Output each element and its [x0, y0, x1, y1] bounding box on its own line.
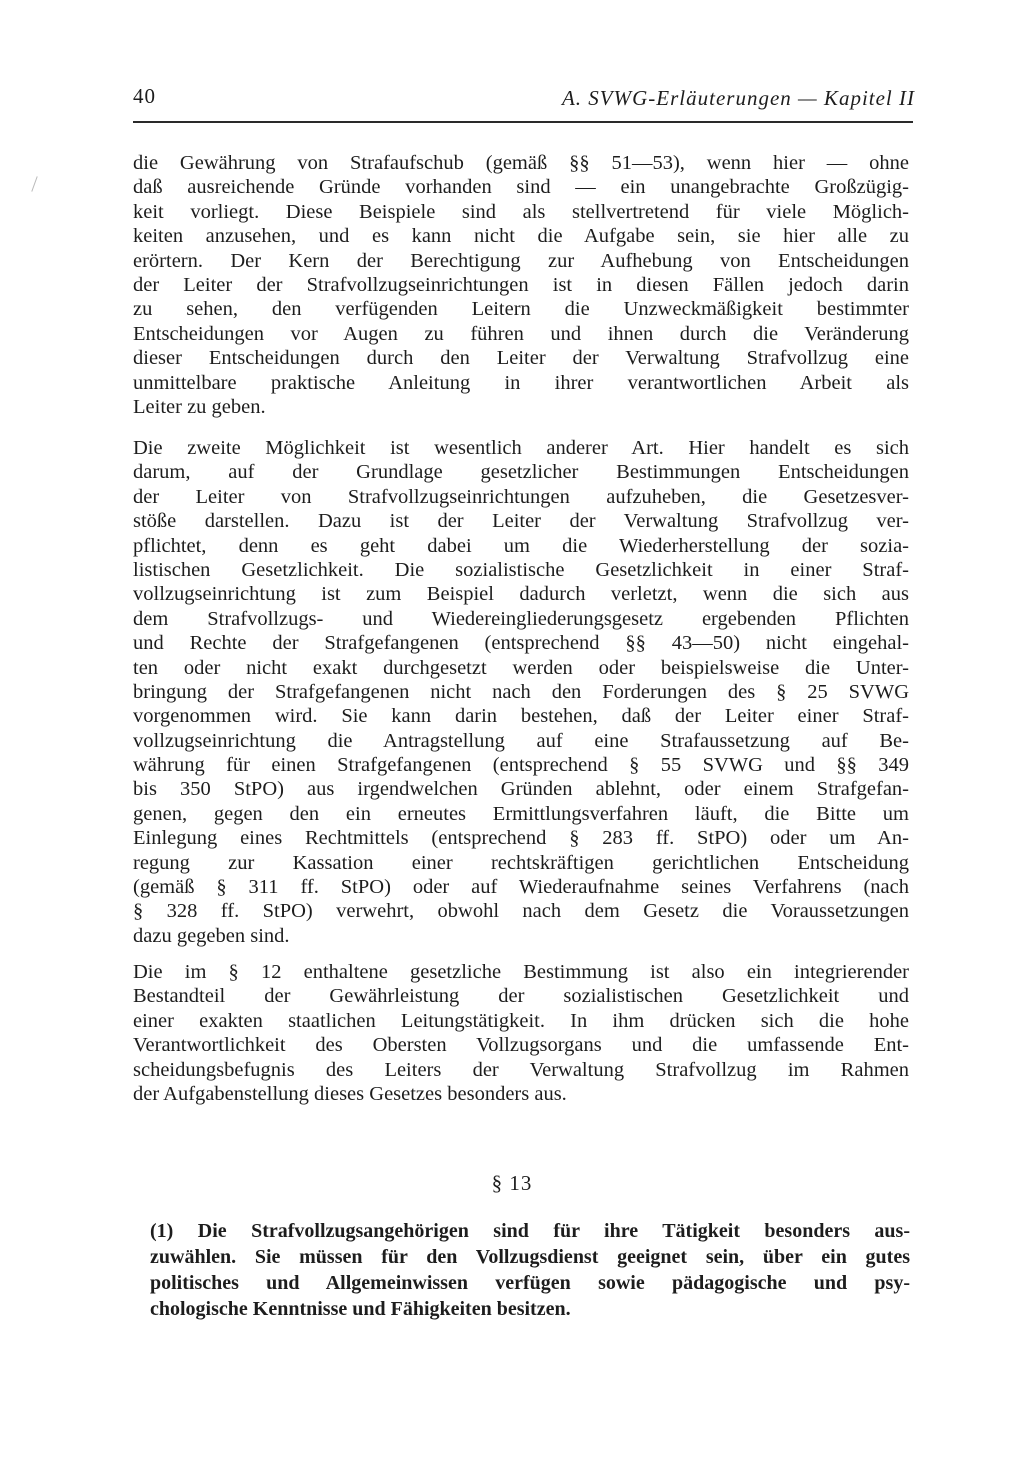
text-line: darum, auf der Grundlage gesetzlicher Bestimmungen Entscheidungen [133, 461, 909, 484]
running-head: A. SVWG-Erläuterungen — Kapitel II [561, 86, 915, 110]
text-line: keit vorliegt. Diese Beispiele sind als stellvertretend für viele Möglich- [133, 200, 909, 223]
text-line: bis 350 StPO) aus irgendwelchen Gründen ablehnt, oder einem Strafgefan- [133, 778, 909, 801]
paragraph-3 [133, 960, 909, 1106]
paragraph-1 [133, 151, 909, 419]
text-line: Entscheidungen vor Augen zu führen und ihnen durch die Veränderung [133, 322, 909, 345]
text-line: Die im § 12 enthaltene gesetzliche Bestimmung ist also ein integrierender [133, 961, 909, 983]
paragraph-2 [133, 436, 909, 948]
text-line: scheidungsbefugnis des Leiters der Verwaltung Strafvollzug im Rahmen [133, 1058, 909, 1081]
text-line: zu sehen, den verfügenden Leitern die Unzweckmäßigkeit bestimmter [133, 298, 909, 321]
text-line: dieser Entscheidungen durch den Leiter der Verwaltung Strafvollzug eine [133, 347, 909, 370]
text-line: Einlegung eines Rechtmittels (entsprechend § 283 ff. StPO) oder um An- [133, 827, 909, 850]
page-header [133, 84, 915, 120]
page-number: 40 [133, 84, 156, 108]
text-line: erörtern. Der Kern der Berechtigung zur Aufhebung von Entscheidungen [133, 249, 909, 272]
text-line: keiten anzusehen, und es kann nicht die Aufgabe sein, sie hier alle zu [133, 225, 909, 248]
text-line: bringung der Strafgefangenen nicht nach den Forderungen des § 25 SVWG [133, 680, 909, 703]
text-line: vorgenommen wird. Sie kann darin bestehen, daß der Leiter einer Straf- [133, 705, 909, 728]
section-heading: § 13 [491, 1171, 533, 1195]
text-line: stöße darstellen. Dazu ist der Leiter der Verwaltung Strafvollzug ver- [133, 510, 909, 533]
text-line: und Rechte der Strafgefangenen (entsprechend §§ 43—50) nicht eingehal- [133, 632, 909, 655]
text-line: währung für einen Strafgefangenen (entsprechend § 55 SVWG und §§ 349 [133, 754, 909, 777]
text-line: dazu gegeben sind. [133, 924, 290, 947]
text-line: regung zur Kassation einer rechtskräftigen gerichtlichen Entscheidung [133, 851, 909, 874]
text-line: Leiter zu geben. [133, 395, 266, 418]
text-line: der Leiter von Strafvollzugseinrichtungen aufzuheben, die Gesetzesver- [133, 485, 909, 508]
text-line: die Gewährung von Strafaufschub (gemäß §§ 51—53), wenn hier — ohne [133, 152, 909, 174]
text-line: vollzugseinrichtung die Antragstellung auf eine Strafaussetzung auf Be- [133, 729, 909, 752]
text-line: daß ausreichende Gründe vorhanden sind — ein unangebrachte Großzügig- [133, 176, 909, 199]
text-line: vollzugseinrichtung ist zum Beispiel dadurch verletzt, wenn die sich aus [133, 583, 909, 606]
text-line: politisches und Allgemeinwissen verfügen sowie pädagogische und psy- [150, 1272, 910, 1294]
text-line: Die zweite Möglichkeit ist wesentlich anderer Art. Hier handelt es sich [133, 437, 909, 459]
text-line: einer exakten staatlichen Leitungstätigkeit. In ihm drücken sich die hohe [133, 1009, 909, 1032]
text-line: § 328 ff. StPO) verwehrt, obwohl nach dem Gesetz die Voraussetzungen [133, 900, 909, 923]
text-line: der Aufgabenstellung dieses Gesetzes besonders aus. [133, 1082, 567, 1105]
text-line: listischen Gesetzlichkeit. Die sozialistische Gesetzlichkeit in einer Straf- [133, 558, 909, 581]
text-line: zuwählen. Sie müssen für den Vollzugsdienst geeignet sein, über ein gutes [150, 1246, 910, 1268]
paper-speck [31, 176, 37, 191]
text-line: unmittelbare praktische Anleitung in ihrer verantwortlichen Arbeit als [133, 371, 909, 394]
text-line: genen, gegen den ein erneutes Ermittlungsverfahren läuft, die Bitte um [133, 802, 909, 825]
text-line: dem Strafvollzugs- und Wiedereingliederungsgesetz ergebenden Pflichten [133, 607, 909, 630]
text-line: pflichtet, denn es geht dabei um die Wiederherstellung der sozia- [133, 534, 909, 557]
text-line: (gemäß § 311 ff. StPO) oder auf Wiederaufnahme seines Verfahrens (nach [133, 876, 909, 899]
text-line: (1) Die Strafvollzugsangehörigen sind für ihre Tätigkeit besonders aus- [150, 1220, 910, 1242]
text-line: der Leiter der Strafvollzugseinrichtungen ist in diesen Fällen jedoch darin [133, 273, 909, 296]
text-line: chologische Kenntnisse und Fähigkeiten besitzen. [150, 1298, 571, 1320]
section-13-paragraph [150, 1218, 910, 1322]
text-line: Verantwortlichkeit des Obersten Vollzugsorgans und die umfassende Ent- [133, 1034, 909, 1057]
header-rule [133, 121, 913, 123]
text-line: ten oder nicht exakt durchgesetzt werden oder beispielsweise die Unter- [133, 656, 909, 679]
text-line: Bestandteil der Gewährleistung der sozialistischen Gesetzlichkeit und [133, 985, 909, 1008]
